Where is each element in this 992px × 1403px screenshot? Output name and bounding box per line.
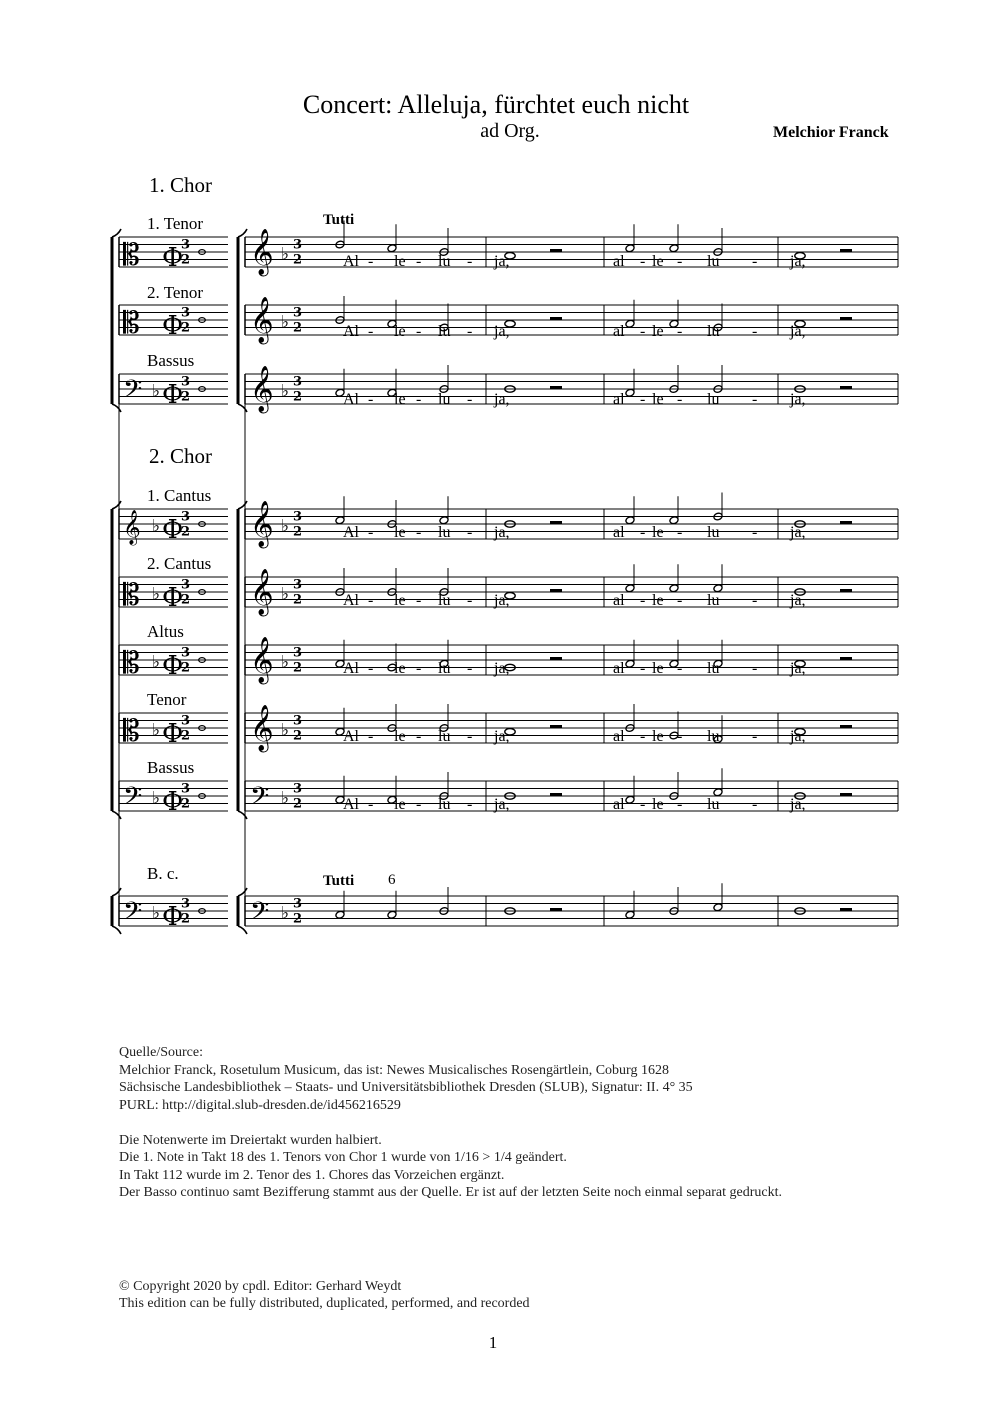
lyric-syllable: - xyxy=(416,524,422,541)
lyric-syllable: - xyxy=(467,391,473,408)
lyric-syllable: lu xyxy=(438,323,451,340)
lyric-syllable: ja, xyxy=(494,253,510,270)
half-rest xyxy=(550,657,562,660)
time-sig-top: 3 xyxy=(293,781,303,797)
alto-clef-icon: 𝄡 xyxy=(123,238,140,273)
lyric-syllable: - xyxy=(640,660,646,677)
flat-icon: ♭ xyxy=(281,788,290,809)
lyric-syllable: al xyxy=(613,728,625,745)
time-sig-bottom: 2 xyxy=(181,320,191,336)
time-sig-bottom: 2 xyxy=(293,252,303,268)
flat-icon: ♭ xyxy=(152,381,161,402)
time-sig-top: 3 xyxy=(181,645,191,661)
lyric-syllable: lu xyxy=(438,660,451,677)
voice-label-c2-cantus2: 2. Cantus xyxy=(147,554,212,573)
lyric-syllable: - xyxy=(640,592,646,609)
half-rest xyxy=(550,249,562,252)
notes-line: PURL: http://digital.slub-dresden.de/id456216529 xyxy=(119,1097,401,1113)
lyric-syllable: lu xyxy=(707,660,720,677)
copyright-block xyxy=(119,1278,530,1312)
lyric-syllable: - xyxy=(368,728,374,745)
lyric-syllable: al xyxy=(613,796,625,813)
lyric-syllable: lu xyxy=(707,524,720,541)
half-rest xyxy=(840,908,852,911)
lyric-syllable: ja, xyxy=(790,391,806,408)
bracket-top xyxy=(112,501,121,509)
lyric-syllable: ja, xyxy=(494,660,510,677)
lyric-syllable: - xyxy=(416,253,422,270)
lyric-syllable: al xyxy=(613,391,625,408)
bass-clef-icon: 𝄢 xyxy=(250,897,270,932)
time-sig-top: 3 xyxy=(293,509,303,525)
time-sig-bottom: 2 xyxy=(181,796,191,812)
lyric-syllable: le xyxy=(652,660,664,677)
voice-label-bc: B. c. xyxy=(147,864,179,883)
flat-icon: ♭ xyxy=(281,584,290,605)
notes-line: Sächsische Landesbibliothek – Staats- und Universitätsbibliothek Dresden (SLUB), Signatur: II. 4° 35 xyxy=(119,1080,693,1095)
treble-clef-icon: 𝄞 xyxy=(250,501,274,547)
alto-clef-icon: 𝄡 xyxy=(123,714,140,749)
lyric-syllable: le xyxy=(394,796,406,813)
figured-bass-6: 6 xyxy=(388,872,396,888)
lyric-syllable: - xyxy=(640,253,646,270)
lyric-syllable: Al xyxy=(343,592,359,609)
lyric-syllable: - xyxy=(752,660,758,677)
whole-note xyxy=(795,729,805,735)
lyric-syllable: ja, xyxy=(494,323,510,340)
half-rest xyxy=(840,725,852,728)
time-sig-top: 3 xyxy=(293,237,303,253)
lyric-syllable: le xyxy=(652,796,664,813)
lyric-syllable: - xyxy=(368,796,374,813)
page-subtitle: ad Org. xyxy=(480,120,540,142)
whole-note xyxy=(505,593,515,599)
mensuration-icon: Φ xyxy=(162,380,184,410)
time-sig-top: 3 xyxy=(181,713,191,729)
lyric-syllable: - xyxy=(640,524,646,541)
lyric-syllable: le xyxy=(394,391,406,408)
voice-label-c1-tenor1: 1. Tenor xyxy=(147,214,204,233)
time-sig-top: 3 xyxy=(293,305,303,321)
lyric-syllable: Al xyxy=(343,323,359,340)
lyric-syllable: ja, xyxy=(790,660,806,677)
lyric-syllable: - xyxy=(752,796,758,813)
time-sig-top: 3 xyxy=(293,374,303,390)
treble-clef-icon: 𝄞 xyxy=(250,297,274,343)
lyric-syllable: - xyxy=(416,728,422,745)
lyric-syllable: lu xyxy=(438,728,451,745)
lyric-syllable: - xyxy=(467,524,473,541)
lyric-syllable: ja, xyxy=(790,524,806,541)
lyric-syllable: le xyxy=(394,660,406,677)
lyric-syllable: - xyxy=(677,796,683,813)
whole-note xyxy=(795,661,805,667)
half-rest xyxy=(550,386,562,389)
time-sig-top: 3 xyxy=(293,577,303,593)
lyric-syllable: Al xyxy=(343,728,359,745)
lyric-syllable: al xyxy=(613,660,625,677)
voice-label-c2-altus: Altus xyxy=(147,622,184,641)
half-rest xyxy=(840,386,852,389)
choir-2-label: 2. Chor xyxy=(149,444,212,468)
alto-clef-icon: 𝄡 xyxy=(123,578,140,613)
lyric-syllable: - xyxy=(677,592,683,609)
lyric-syllable: - xyxy=(677,253,683,270)
lyric-syllable: lu xyxy=(438,253,451,270)
half-rest xyxy=(840,657,852,660)
lyric-syllable: le xyxy=(394,524,406,541)
half-rest xyxy=(840,521,852,524)
mensuration-icon: Φ xyxy=(162,719,184,749)
lyric-syllable: ja, xyxy=(494,592,510,609)
flat-icon: ♭ xyxy=(152,903,161,924)
lyric-syllable: - xyxy=(752,323,758,340)
page-title: Concert: Alleluja, fürchtet euch nicht xyxy=(302,90,690,119)
flat-icon: ♭ xyxy=(281,244,290,265)
lyric-syllable: le xyxy=(394,592,406,609)
time-sig-bottom: 2 xyxy=(181,728,191,744)
bracket-top xyxy=(112,888,121,896)
lyric-syllable: - xyxy=(368,323,374,340)
flat-icon: ♭ xyxy=(152,652,161,673)
flat-icon: ♭ xyxy=(281,312,290,333)
lyric-syllable: ja, xyxy=(494,728,510,745)
voice-label-c2-tenor: Tenor xyxy=(147,690,187,709)
copyright-line: © Copyright 2020 by cpdl. Editor: Gerhard Weydt xyxy=(119,1279,402,1294)
notes-line: In Takt 112 wurde im 2. Tenor des 1. Chores das Vorzeichen ergänzt. xyxy=(119,1167,505,1183)
whole-note xyxy=(795,253,805,259)
lyric-syllable: - xyxy=(416,323,422,340)
lyric-syllable: - xyxy=(368,524,374,541)
bracket-bottom xyxy=(238,926,247,934)
time-sig-bottom: 2 xyxy=(293,592,303,608)
lyric-syllable: - xyxy=(416,796,422,813)
time-sig-bottom: 2 xyxy=(181,524,191,540)
bracket-bottom xyxy=(112,404,121,412)
whole-note xyxy=(505,253,515,259)
lyric-syllable: ja, xyxy=(494,524,510,541)
bass-clef-icon: 𝄢 xyxy=(123,782,143,817)
lyric-syllable: - xyxy=(752,524,758,541)
lyric-syllable: ja, xyxy=(494,391,510,408)
flat-icon: ♭ xyxy=(281,903,290,924)
lyric-syllable: - xyxy=(752,728,758,745)
lyric-syllable: lu xyxy=(707,728,720,745)
flat-icon: ♭ xyxy=(152,516,161,537)
lyric-syllable: ja, xyxy=(790,253,806,270)
lyric-syllable: Al xyxy=(343,660,359,677)
time-sig-top: 3 xyxy=(181,896,191,912)
time-sig-bottom: 2 xyxy=(181,911,191,927)
time-sig-top: 3 xyxy=(181,509,191,525)
half-rest xyxy=(550,908,562,911)
lyric-syllable: ja, xyxy=(790,728,806,745)
mensuration-icon: Φ xyxy=(162,515,184,545)
half-rest xyxy=(840,589,852,592)
lyric-syllable: - xyxy=(467,728,473,745)
mensuration-icon: Φ xyxy=(162,902,184,932)
lyric-syllable: - xyxy=(416,391,422,408)
lyric-syllable: lu xyxy=(707,323,720,340)
choir-1-label: 1. Chor xyxy=(149,173,212,197)
whole-note xyxy=(505,729,515,735)
bracket-bottom xyxy=(112,811,121,819)
lyric-syllable: al xyxy=(613,524,625,541)
lyric-syllable: ja, xyxy=(790,323,806,340)
lyric-syllable: - xyxy=(640,796,646,813)
lyric-syllable: lu xyxy=(438,391,451,408)
lyric-syllable: lu xyxy=(707,391,720,408)
bracket-bottom xyxy=(112,926,121,934)
half-rest xyxy=(550,589,562,592)
lyric-syllable: al xyxy=(613,592,625,609)
lyric-syllable: lu xyxy=(438,524,451,541)
time-sig-bottom: 2 xyxy=(181,660,191,676)
lyric-syllable: - xyxy=(677,524,683,541)
flat-icon: ♭ xyxy=(152,584,161,605)
lyric-syllable: - xyxy=(752,391,758,408)
time-sig-bottom: 2 xyxy=(293,660,303,676)
lyric-syllable: le xyxy=(394,728,406,745)
lyric-syllable: le xyxy=(394,253,406,270)
mensuration-icon: Φ xyxy=(162,787,184,817)
treble-clef-icon: 𝄞 xyxy=(123,510,141,545)
lyric-syllable: - xyxy=(677,323,683,340)
notes-line: Die Notenwerte im Dreiertakt wurden halbiert. xyxy=(119,1132,382,1148)
mensuration-icon: Φ xyxy=(162,651,184,681)
treble-clef-icon: 𝄞 xyxy=(250,229,274,275)
lyric-syllable: le xyxy=(652,524,664,541)
lyric-syllable: - xyxy=(467,592,473,609)
lyric-syllable: le xyxy=(652,391,664,408)
lyric-syllable: - xyxy=(368,592,374,609)
time-sig-top: 3 xyxy=(293,713,303,729)
half-rest xyxy=(550,793,562,796)
lyric-syllable: - xyxy=(640,391,646,408)
lyric-syllable: le xyxy=(394,323,406,340)
lyric-syllable: - xyxy=(416,660,422,677)
lyric-syllable: al xyxy=(613,253,625,270)
time-sig-top: 3 xyxy=(293,896,303,912)
time-sig-bottom: 2 xyxy=(181,252,191,268)
lyric-syllable: lu xyxy=(707,796,720,813)
license-line: This edition can be fully distributed, duplicated, performed, and recorded xyxy=(119,1296,530,1311)
alto-clef-icon: 𝄡 xyxy=(123,646,140,681)
composer-name: Melchior Franck xyxy=(773,124,889,141)
lyric-syllable: ja, xyxy=(494,796,510,813)
time-sig-bottom: 2 xyxy=(293,728,303,744)
lyric-syllable: Al xyxy=(343,796,359,813)
whole-note xyxy=(505,321,515,327)
bracket-top xyxy=(112,229,121,237)
flat-icon: ♭ xyxy=(281,516,290,537)
time-sig-top: 3 xyxy=(181,781,191,797)
time-sig-bottom: 2 xyxy=(293,320,303,336)
tutti-marking-bc: Tutti xyxy=(323,873,355,889)
flat-icon: ♭ xyxy=(281,381,290,402)
voice-label-c2-cantus1: 1. Cantus xyxy=(147,486,212,505)
lyric-syllable: - xyxy=(752,253,758,270)
lyric-syllable: ja, xyxy=(790,592,806,609)
staff-lines xyxy=(119,237,898,926)
half-rest xyxy=(550,317,562,320)
time-sig-top: 3 xyxy=(293,645,303,661)
lyric-syllable: - xyxy=(467,253,473,270)
half-rest xyxy=(840,317,852,320)
half-rest xyxy=(550,521,562,524)
time-sig-top: 3 xyxy=(181,237,191,253)
lyric-syllable: Al xyxy=(343,391,359,408)
notes-line: Quelle/Source: xyxy=(119,1045,203,1060)
bracket-top xyxy=(238,229,247,237)
bracket-top xyxy=(238,888,247,896)
voice-label-c1-bassus: Bassus xyxy=(147,351,195,370)
time-sig-bottom: 2 xyxy=(181,389,191,405)
time-sig-bottom: 2 xyxy=(293,796,303,812)
notes-line: Der Basso continuo samt Bezifferung stammt aus der Quelle. Er ist auf der letzten Seite noch einmal separat gedruckt. xyxy=(119,1185,782,1200)
time-sig-bottom: 2 xyxy=(293,389,303,405)
treble-clef-icon: 𝄞 xyxy=(250,705,274,751)
lyric-syllable: - xyxy=(416,592,422,609)
page-number: 1 xyxy=(488,1333,498,1352)
lyric-syllable: - xyxy=(752,592,758,609)
lyric-syllable: - xyxy=(368,253,374,270)
lyric-syllable: - xyxy=(467,323,473,340)
lyric-syllable: - xyxy=(677,660,683,677)
lyric-syllable: lu xyxy=(707,592,720,609)
mensuration-icon: Φ xyxy=(162,243,184,273)
bass-clef-icon: 𝄢 xyxy=(123,375,143,410)
time-sig-top: 3 xyxy=(181,305,191,321)
lyric-syllable: le xyxy=(652,253,664,270)
lyric-syllable: le xyxy=(652,323,664,340)
voice-label-c2-bassus: Bassus xyxy=(147,758,195,777)
half-rest xyxy=(840,793,852,796)
lyric-syllable: ja, xyxy=(790,796,806,813)
time-sig-bottom: 2 xyxy=(293,524,303,540)
notes-line: Melchior Franck, Rosetulum Musicum, das ist: Newes Musicalisches Rosengärtlein, Coburg 1628 xyxy=(119,1062,669,1078)
bracket-top xyxy=(238,501,247,509)
flat-icon: ♭ xyxy=(281,720,290,741)
lyric-syllable: - xyxy=(640,323,646,340)
time-sig-top: 3 xyxy=(181,374,191,390)
edition-notes xyxy=(119,1044,782,1202)
alto-clef-icon: 𝄡 xyxy=(123,306,140,341)
treble-clef-icon: 𝄞 xyxy=(250,366,274,412)
lyric-syllable: le xyxy=(652,728,664,745)
lyric-syllable: - xyxy=(677,728,683,745)
half-rest xyxy=(550,725,562,728)
flat-icon: ♭ xyxy=(281,652,290,673)
lyric-syllable: - xyxy=(467,796,473,813)
treble-clef-icon: 𝄞 xyxy=(250,569,274,615)
lyric-syllable: le xyxy=(652,592,664,609)
voice-label-c1-tenor2: 2. Tenor xyxy=(147,283,204,302)
lyric-syllable: Al xyxy=(343,253,359,270)
notes-line: Die 1. Note in Takt 18 des 1. Tenors von Chor 1 wurde von 1/16 > 1/4 geändert. xyxy=(119,1150,567,1165)
lyric-syllable: - xyxy=(368,660,374,677)
lyric-syllable: - xyxy=(467,660,473,677)
bass-clef-icon: 𝄢 xyxy=(123,897,143,932)
bracket-bottom xyxy=(238,811,247,819)
whole-note xyxy=(795,321,805,327)
lyric-syllable: al xyxy=(613,323,625,340)
half-rest xyxy=(840,249,852,252)
time-sig-top: 3 xyxy=(181,577,191,593)
flat-icon: ♭ xyxy=(152,720,161,741)
bracket-bottom xyxy=(238,404,247,412)
lyric-syllable: lu xyxy=(438,796,451,813)
time-sig-bottom: 2 xyxy=(293,911,303,927)
lyric-syllable: lu xyxy=(707,253,720,270)
treble-clef-icon: 𝄞 xyxy=(250,637,274,683)
time-sig-bottom: 2 xyxy=(181,592,191,608)
lyric-syllable: lu xyxy=(438,592,451,609)
mensuration-icon: Φ xyxy=(162,311,184,341)
bass-clef-icon: 𝄢 xyxy=(250,782,270,817)
lyric-syllable: - xyxy=(368,391,374,408)
lyric-syllable: - xyxy=(640,728,646,745)
mensuration-icon: Φ xyxy=(162,583,184,613)
lyric-syllable: Al xyxy=(343,524,359,541)
lyric-syllable: - xyxy=(677,391,683,408)
tutti-marking-top: Tutti xyxy=(323,212,355,228)
flat-icon: ♭ xyxy=(152,788,161,809)
